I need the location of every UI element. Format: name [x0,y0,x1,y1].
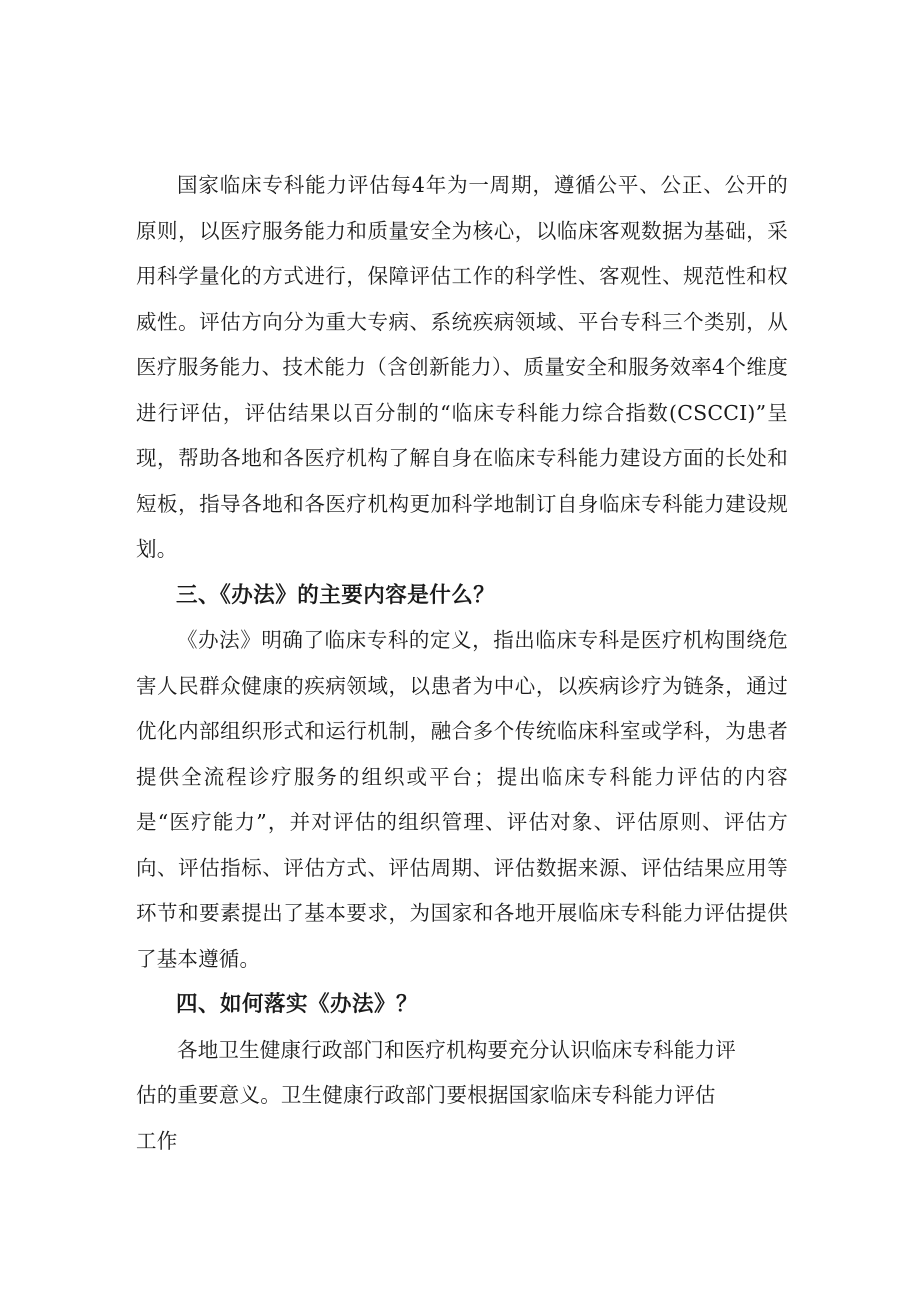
document-body [136,163,788,1164]
paragraph-evaluation-cycle: 国家临床专科能力评估每4年为一周期，遵循公平、公正、公开的原则，以医疗服务能力和质量安全为核心，以临床客观数据为基础，采用科学量化的方式进行，保障评估工作的科学性、客观性、规范性和权威性。评估方向分为重大专病、系统疾病领域、平台专科三个类别，从医疗服务能力、技术能力（含创新能力）、质量安全和服务效率4个维度进行评估，评估结果以百分制的“临床专科能力综合指数(CSCCI)”呈现，帮助各地和各医疗机构了解自身在临床专科能力建设方面的长处和短板，指导各地和各医疗机构更加科学地制订自身临床专科能力建设规划。 [136,173,788,561]
paragraph-implementation: 各地卫生健康行政部门和医疗机构要充分认识临床专科能力评估的重要意义。卫生健康行政部门要根据国家临床专科能力评估工作 [136,1037,736,1153]
paragraph-main-content: 《办法》明确了临床专科的定义，指出临床专科是医疗机构围绕危害人民群众健康的疾病领域，以患者为中心，以疾病诊疗为链条，通过优化内部组织形式和运行机制，融合多个传统临床科室或学科，为患者提供全流程诊疗服务的组织或平台；提出临床专科能力评估的内容是“医疗能力”，并对评估的组织管理、评估对象、评估原则、评估方向、评估指标、评估方式、评估周期、评估数据来源、评估结果应用等环节和要素提出了基本要求，为国家和各地开展临床专科能力评估提供了基本遵循。 [136,628,788,971]
heading-main-content: 三、《办法》的主要内容是什么？ [176,582,496,608]
heading-implementation: 四、如何落实《办法》？ [176,992,419,1017]
